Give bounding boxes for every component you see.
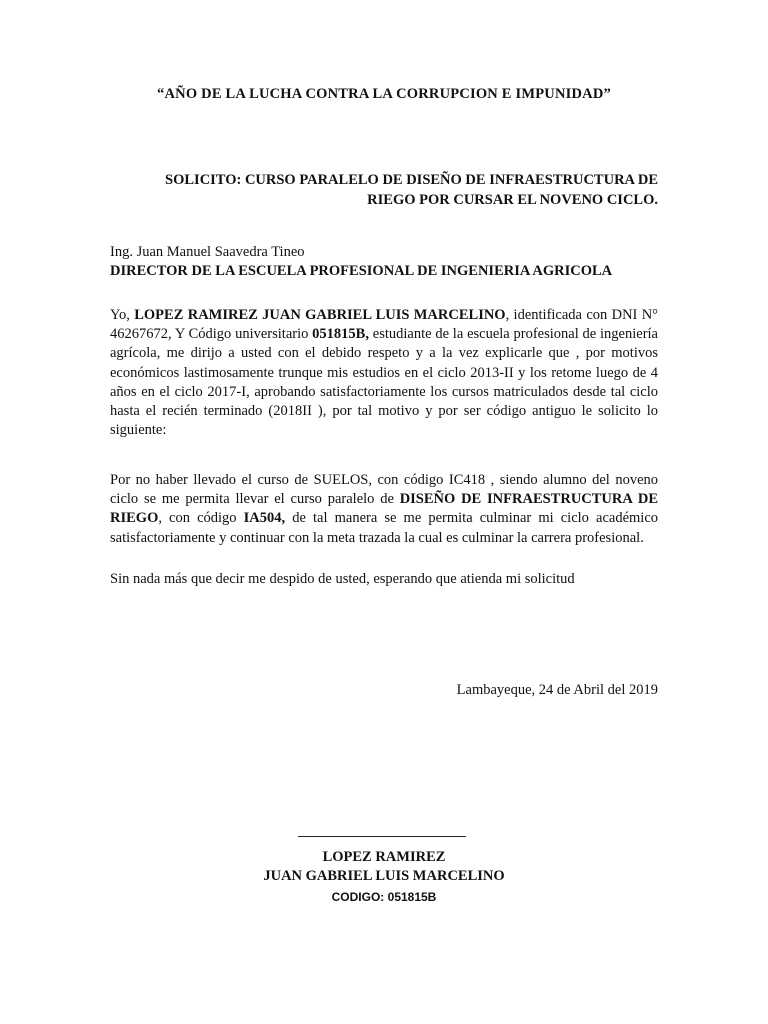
p2-code-text: , con código	[158, 510, 244, 527]
recipient-name: Ing. Juan Manuel Saavedra Tineo	[110, 244, 305, 260]
signer-code: CODIGO: 051815B	[331, 890, 437, 904]
signature-block	[0, 848, 768, 908]
p1-intro: Yo,	[110, 307, 135, 323]
place-and-date: Lambayeque, 24 de Abril del 2019	[456, 682, 658, 698]
subject-line-1: SOLICITO: CURSO PARALELO DE DISEÑO DE INFRAESTRUCTURA DE	[165, 172, 658, 188]
p1-rest: estudiante de la escuela profesional de ingeniería agrícola, me dirijo a usted con el debido respeto y a la vez explicarle que , por motivos económicos lastimosamente trunque mis estudios en el ciclo 2013-II y los retome luego de 4 años en el ciclo 2017-I, aprobando satisfactoriamente los cursos matriculados desde tal ciclo hasta el recién terminado (2018II ), por tal motivo y por ser código antiguo le solicito lo siguiente:	[110, 326, 658, 439]
university-code: 051815B,	[312, 326, 369, 343]
course-code: IA504,	[243, 510, 286, 527]
closing-paragraph: Sin nada más que decir me despido de usted, esperando que atienda mi solicitud	[110, 571, 575, 587]
body-paragraph-1	[110, 306, 658, 440]
body-paragraph-2	[110, 471, 658, 548]
signature-line	[298, 836, 466, 837]
year-motto: “AÑO DE LA LUCHA CONTRA LA CORRUPCION E IMPUNIDAD”	[157, 86, 611, 102]
p2-intro: Por no haber llevado el curso de SUELOS, con código IC418 , siendo alumno del noveno ciclo se me permita llevar el curso paralelo de	[110, 472, 658, 508]
p1-dni-text: , identificada con DNI N° 46267672, Y Código universitario	[110, 307, 658, 343]
signer-surname: LOPEZ RAMIREZ	[322, 849, 446, 865]
p2-rest: de tal manera se me permita culminar mi ciclo académico satisfactoriamente y continuar con la meta trazada la cual es culminar la carrera profesional.	[110, 510, 658, 546]
recipient-role: DIRECTOR DE LA ESCUELA PROFESIONAL DE INGENIERIA AGRICOLA	[110, 263, 613, 279]
subject-line-2: RIEGO POR CURSAR EL NOVENO CICLO.	[367, 192, 658, 208]
applicant-name: LOPEZ RAMIREZ JUAN GABRIEL LUIS MARCELINO	[134, 307, 506, 323]
course-name: DISEÑO DE INFRAESTRUCTURA DE RIEGO	[110, 491, 658, 527]
request-subject	[110, 170, 658, 210]
recipient-block	[110, 243, 670, 281]
signer-given-names: JUAN GABRIEL LUIS MARCELINO	[263, 868, 505, 884]
